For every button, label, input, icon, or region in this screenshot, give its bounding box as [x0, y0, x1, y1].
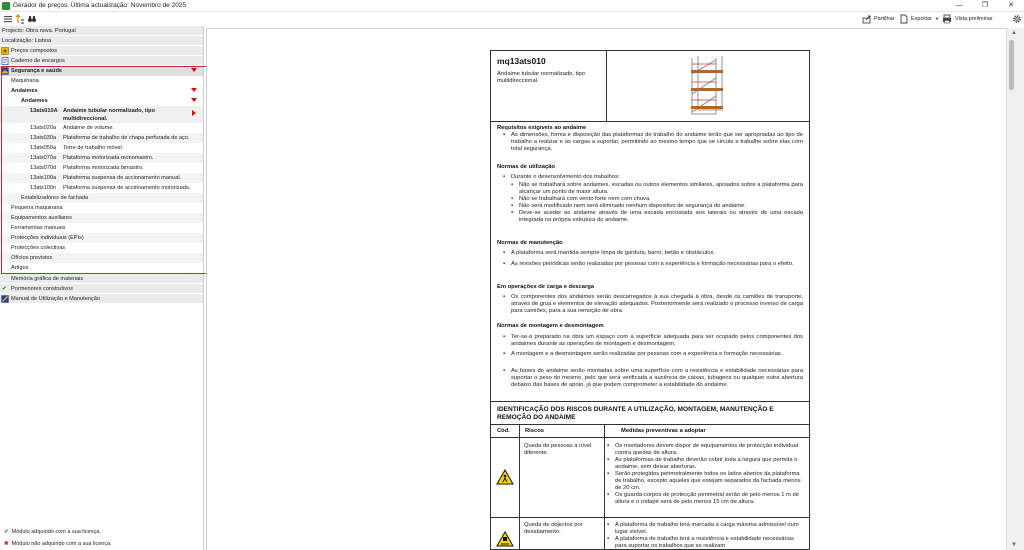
usage-subitem: ▪ Não será modificado nem será eliminado nenhum dispositivo de segurança do andaime.	[519, 203, 803, 210]
tree-item-safety-health[interactable]	[0, 66, 203, 76]
vertical-scrollbar[interactable]	[1006, 28, 1024, 550]
tree-item-13ats100a[interactable]	[0, 173, 203, 183]
risk-2-measure: ▪ A plataforma de trabalho terá a resistência e estabilidade necessárias para suportar os trabalhos que se realizam	[615, 536, 805, 550]
close-button[interactable]: ✕	[1008, 2, 1014, 9]
maintenance-item: ▪ A plataforma será mantida sempre limpa de gordura, barro, betão e obstáculos.	[511, 250, 803, 257]
item-desc: Torre de trabalho móvel.	[63, 145, 124, 151]
requirements-heading: Requisitos exigíveis ao andaime	[497, 125, 587, 131]
selected-desc: Andaime tubular normalizado, tipo multidireccional.	[63, 108, 155, 122]
scroll-thumb[interactable]	[1009, 40, 1014, 90]
collapse-scaffolds-icon[interactable]	[191, 98, 197, 102]
articles-label: Artigos	[11, 265, 29, 271]
window-title: Gerador de preços. Última actualização: Novembro de 2025	[13, 2, 187, 9]
item-code: 13ats050a	[30, 145, 57, 151]
risk-1-measure: ▪ As plataformas de trabalho deverão cobrir toda a largura que permita o andaime, sem deixar aberturas.	[615, 457, 805, 471]
col-code-header: Cód.	[497, 428, 510, 434]
tree-item-13ats100n[interactable]	[0, 183, 203, 193]
maintenance-item: ▪ As revisões periódicas serão realizadas por pessoas com a experiência e formação necessárias para o efeito.	[511, 261, 803, 268]
item-desc: Plataforma suspensa de accionamento manual.	[63, 175, 182, 181]
mounting-item: ▪ A montagem e a desmontagem serão realizadas por pessoas com a experiência e formação necessárias.	[511, 351, 803, 358]
graphic-memory-label: Memória gráfica de materiais	[11, 276, 84, 282]
binoculars-icon[interactable]	[27, 14, 37, 24]
document-page	[490, 50, 810, 550]
risk-2-measure: ▪ A plataforma de trabalho terá marcada a carga máxima admissível num lugar visível.	[615, 522, 805, 536]
collective-label: Protecções colectivas	[11, 245, 66, 251]
item-code: 13ats070d	[30, 165, 57, 171]
item-desc: Andaime de volume.	[63, 125, 114, 131]
tree-item-13ats020a[interactable]	[0, 123, 203, 133]
safety-health-label: Segurança e saúde	[11, 68, 62, 74]
mounting-item: ▪ Ter-se-á preparado na obra um espaço com a superfície adequada para ser ocupado pelos componentes dos andaimes durante as operações de montagem e desmontagem.	[511, 334, 803, 348]
tree-item-selected[interactable]	[0, 106, 203, 123]
item-code: 13ats100n	[30, 185, 57, 191]
facade-label: Estabilizadores de fachada	[21, 195, 89, 201]
fall-warning-icon	[496, 469, 514, 485]
item-code: 13ats020a	[30, 125, 57, 131]
print-preview-icon[interactable]	[942, 14, 952, 24]
sort-icon[interactable]	[15, 14, 25, 24]
risk-1-text: Queda de pessoas a nível diferente.	[524, 443, 592, 456]
col-measures-header: Medidas preventivas a adoptar	[621, 428, 706, 434]
tree-item-facade-stabilizers[interactable]	[0, 193, 203, 203]
item-desc: Plataforma motorizada bimastro.	[63, 165, 144, 171]
project-label: Projecto: Obra nova. Portugal	[2, 28, 76, 34]
tree-item-specifications[interactable]	[0, 56, 203, 66]
usage-heading: Normas de utilização	[497, 164, 555, 170]
compound-prices-icon	[1, 47, 9, 55]
share-icon[interactable]	[862, 14, 872, 24]
tree-panel	[0, 26, 204, 550]
location-row[interactable]	[0, 36, 203, 46]
scaffold-image	[686, 54, 726, 118]
ppe-label: Protecções individuais (EPIs)	[11, 235, 84, 241]
gear-icon[interactable]	[1012, 14, 1022, 24]
risk-1-measure: ▪ Os guarda-corpos de protecção perimetral serão de pelo menos 1 m de altura e o rodapé será de pelo menos 15 cm de altura.	[615, 492, 805, 506]
tree-item-13ats030a[interactable]	[0, 133, 203, 143]
specifications-icon	[1, 57, 9, 65]
risk-1-measure: ▪ Os montadores devem dispor de equipamentos de protecção individual contra quedas de altura.	[615, 443, 805, 457]
mounting-item: ▪ As bases do andaime serão montadas sobre uma superfície com a resistência e estabilidade necessárias para suportar o peso do mesmo, pelo que será verificada a ausência de caixas, tubagens ou qualquer outra abertura debaixo das bases de apoio, já que podem comprometer a estabilidade do andaime.	[511, 368, 803, 389]
legend-not-acquired	[4, 541, 112, 547]
legend-acquired-text: Módulo adquirido com a sua licença.	[11, 529, 101, 535]
minimize-button[interactable]: —	[955, 2, 963, 9]
load-item: ▪ Os componentes dos andaimes serão descarregados à sua chegada à obra, desde os camiões de transporte, através de grua e elementos de elevação adequados. Posteriormente será realizado o processo inverso de carga para camiões, para a sua remoção de obra.	[511, 294, 803, 315]
app-icon	[2, 2, 10, 10]
scaffolds-label: Andaimes	[21, 98, 48, 104]
legend-acquired	[4, 529, 101, 535]
doc-code: mq13ats010	[497, 56, 546, 66]
tree-item-graphic-memory[interactable]	[0, 274, 203, 284]
aux-equipment-label: Equipamentos auxiliares	[11, 215, 72, 221]
maximize-button[interactable]: ❐	[981, 2, 989, 9]
usage-subitem: ▪ Não se trabalhará com vento forte nem com chuva.	[519, 196, 803, 203]
location-label: Localização: Lisboa	[2, 38, 52, 44]
machinery-label: Maquinaria	[11, 78, 39, 84]
tree-item-aux-equipment[interactable]	[0, 213, 203, 223]
specifications-label: Caderno de encargos	[11, 58, 65, 64]
item-code: 13ats030a	[30, 135, 57, 141]
mounting-heading: Normas de montagem e desmontagem	[497, 323, 604, 329]
tree-item-collective[interactable]	[0, 243, 203, 253]
risk-1-measure: ▪ Serão protegidos perimetralmente todos os lados abertos da plataforma de trabalho, excepto aqueles que estejam separados da fachada menos de 20 cm.	[615, 471, 805, 492]
construction-details-label: Pormenores construtivos	[11, 286, 73, 292]
requirement-item: ▪ As dimensões, forma e disposição das plataformas de trabalho do andaime terão que ser apropriadas ao tipo de trabalho a realizar e às cargas a suportar, permitindo ao mesmo tempo que se circule e trabalhe sobre elas com total segurança.	[511, 132, 803, 153]
tree-item-scaffolds-group[interactable]	[0, 86, 203, 96]
scaffolds-group-label: Andaimes	[11, 88, 38, 94]
item-code: 13ats070a	[30, 155, 57, 161]
export-dropdown-icon[interactable]: ▼	[935, 16, 939, 21]
collapse-scaffolds-group-icon[interactable]	[191, 88, 197, 92]
tree-item-small-machinery[interactable]	[0, 203, 203, 213]
maintenance-manual-label: Manual de Utilização e Manutenção	[11, 296, 100, 302]
small-machinery-label: Pequena maquinaria	[11, 205, 63, 211]
tree-item-machinery[interactable]	[0, 76, 203, 86]
trades-label: Ofícios previstos	[11, 255, 53, 261]
item-desc: Plataforma motorizada monomastro.	[63, 155, 154, 161]
tree-item-compound-prices[interactable]	[0, 46, 203, 56]
falling-objects-warning-icon	[496, 531, 514, 547]
load-heading: Em operações de carga e descarga	[497, 284, 594, 290]
compound-prices-label: Preços compostos	[11, 48, 58, 54]
item-desc: Plataforma de trabalho de chapa perfurada de aço.	[63, 135, 190, 141]
selected-arrow-icon[interactable]	[192, 110, 196, 116]
tree-item-13ats070a[interactable]	[0, 153, 203, 163]
risks-heading: IDENTIFICAÇÃO DOS RISCOS DURANTE A UTILIZAÇÃO, MONTAGEM, MANUTENÇÃO E REMOÇÃO DO ANDAIME	[497, 406, 774, 421]
usage-subitem: ▪ Não se trabalhará sobre andaimes, escadas ou outros elementos similares, apoiados sobre a plataforma para alcançar um ponto de maior altura.	[519, 182, 803, 196]
share-button[interactable]: Partilhar	[874, 16, 895, 22]
item-desc: Plataforma suspensa de accionamento motorizado.	[63, 185, 191, 191]
usage-item: ▪ Durante o desenvolvimento dos trabalhos:	[511, 174, 803, 181]
tree-item-ppe[interactable]	[0, 233, 203, 243]
collapse-safety-icon[interactable]	[191, 68, 197, 72]
tree-item-manual-tools[interactable]	[0, 223, 203, 233]
tree-item-articles[interactable]	[0, 263, 203, 273]
tree-item-13ats050a[interactable]	[0, 143, 203, 153]
check-icon: ✔	[2, 286, 7, 292]
manual-tools-label: Ferramentas manuais	[11, 225, 66, 231]
scroll-up-icon[interactable]: ▲	[1011, 30, 1017, 36]
project-row[interactable]	[0, 26, 203, 36]
doc-description: Andaime tubular normalizado, tipo multidireccional.	[497, 71, 585, 84]
tree-item-maintenance-manual[interactable]	[0, 294, 203, 304]
tree-item-construction-details[interactable]	[0, 284, 203, 294]
usage-subitem: ▪ Deve-se aceder ao andaime através de uma escada encostada aos laterais ou através de uma escada integrada na própria estrutura do andaime.	[519, 210, 803, 224]
manual-icon	[1, 295, 9, 303]
selected-code: 13ats010A	[30, 108, 58, 114]
export-icon[interactable]	[899, 14, 909, 24]
scroll-down-icon[interactable]: ▼	[1011, 542, 1017, 548]
item-code: 13ats100a	[30, 175, 57, 181]
col-risk-header: Riscos	[525, 428, 545, 434]
tree-item-13ats070d[interactable]	[0, 163, 203, 173]
check-icon: ✔	[4, 529, 9, 535]
risk-2-text: Queda de objectos por desabamento.	[524, 522, 583, 535]
maintenance-heading: Normas de manutenção	[497, 240, 563, 246]
export-button[interactable]: Exportar	[911, 16, 932, 22]
cross-icon: ✖	[4, 541, 9, 547]
tree-item-scaffolds[interactable]	[0, 96, 203, 106]
print-preview-button[interactable]: Vista preliminar	[955, 16, 993, 22]
tree-item-trades[interactable]	[0, 253, 203, 263]
list-view-icon[interactable]	[3, 14, 13, 24]
safety-helmet-icon	[1, 67, 9, 75]
legend-not-acquired-text: Módulo não adquirido com a sua licença.	[11, 541, 112, 547]
